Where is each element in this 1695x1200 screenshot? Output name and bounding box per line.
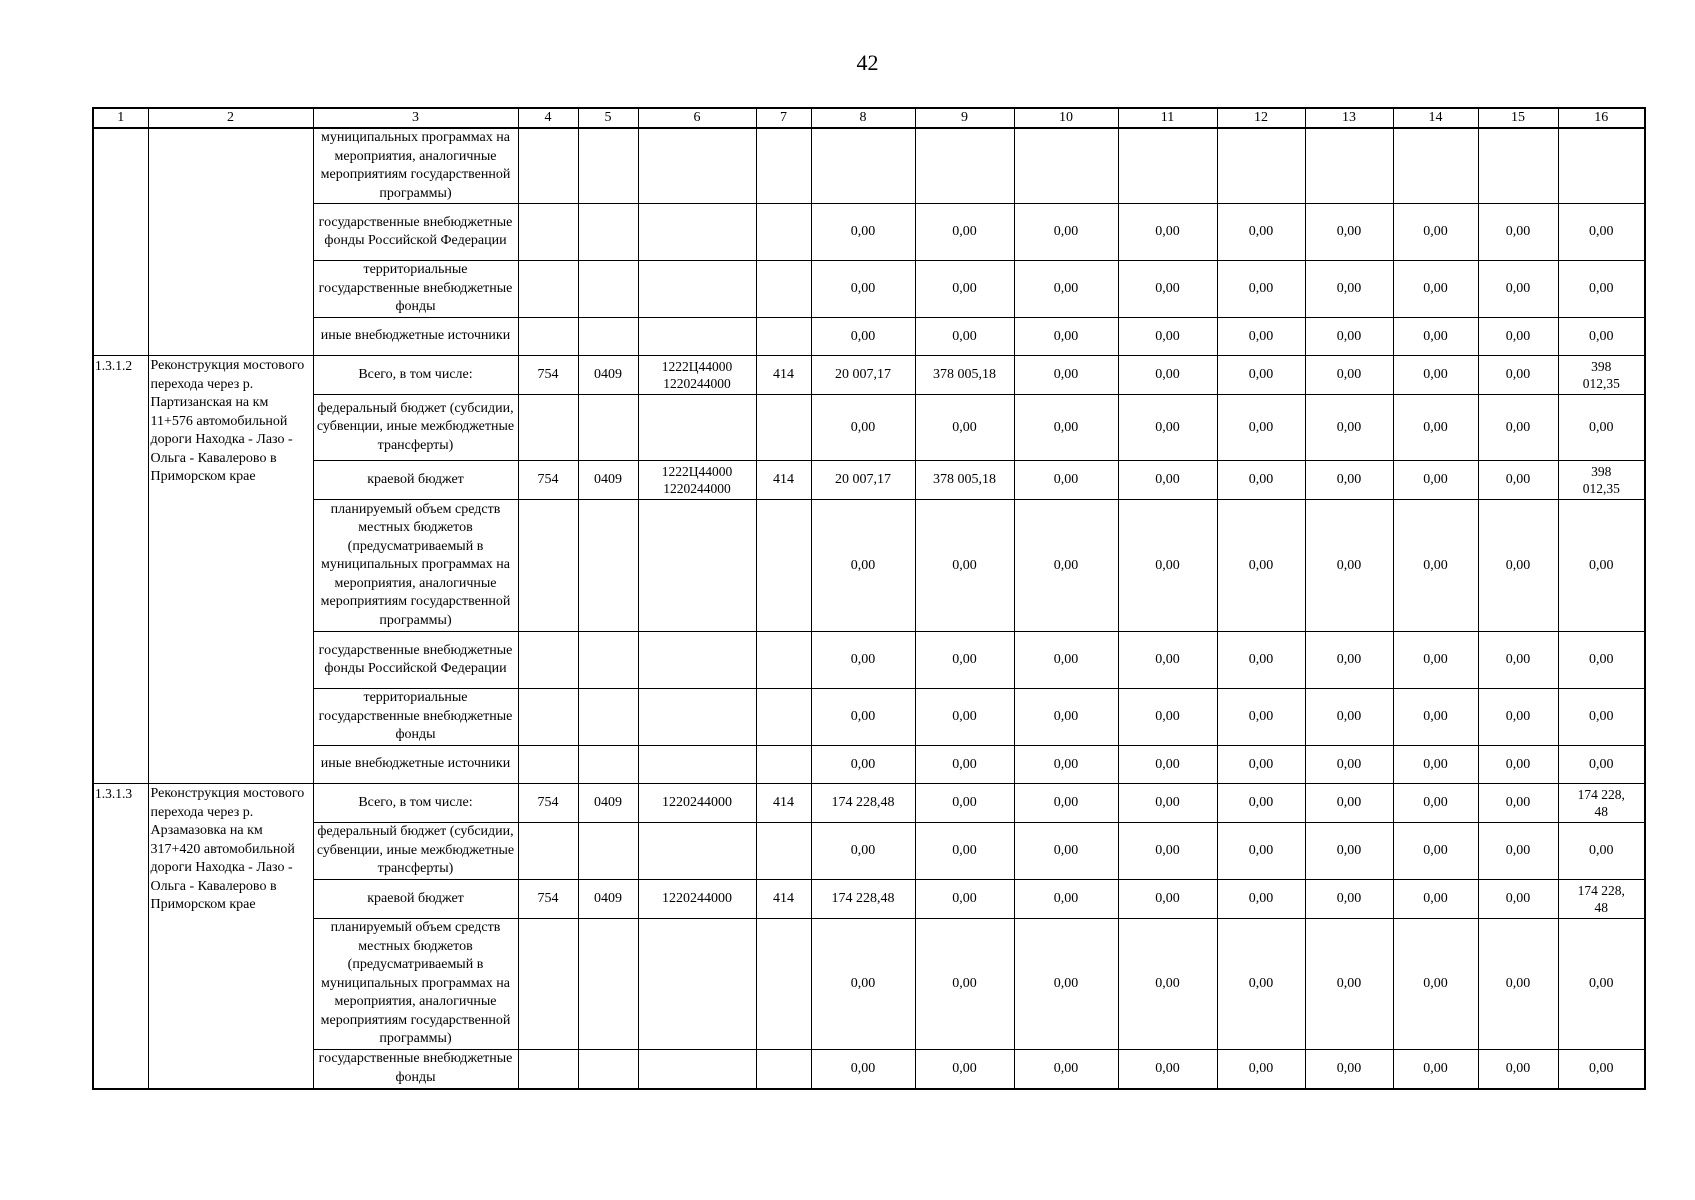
value-cell: 0,00 [915, 919, 1014, 1050]
table-row [93, 1050, 1645, 1089]
total-line: 012,35 [1582, 481, 1620, 496]
value-cell: 0,00 [1558, 632, 1645, 689]
cell-c6 [638, 356, 756, 395]
value-cell: 0,00 [1478, 632, 1558, 689]
value-cell: 0,00 [1558, 318, 1645, 356]
value-cell: 0,00 [915, 632, 1014, 689]
cell-c6 [638, 461, 756, 500]
value-cell: 0,00 [1305, 784, 1393, 823]
value-cell: 0,00 [1217, 204, 1305, 261]
total-line: 398 [1591, 464, 1612, 479]
cell-c7: 414 [756, 784, 811, 823]
total-line: 174 228, [1577, 883, 1625, 898]
value-cell: 0,00 [811, 500, 915, 632]
value-cell: 0,00 [1014, 689, 1118, 746]
value-cell: 0,00 [1217, 746, 1305, 784]
table-row [93, 689, 1645, 746]
value-cell: 0,00 [1118, 395, 1217, 461]
value-cell: 0,00 [1393, 318, 1478, 356]
item-name-cell [148, 128, 313, 356]
value-cell: 0,00 [1118, 1050, 1217, 1089]
item-code-cell [93, 128, 148, 356]
value-cell: 0,00 [811, 261, 915, 318]
value-cell: 0,00 [1014, 356, 1118, 395]
value-cell: 0,00 [1478, 1050, 1558, 1089]
value-cell: 0,00 [811, 1050, 915, 1089]
value-cell: 0,00 [1393, 395, 1478, 461]
value-cell: 0,00 [1478, 318, 1558, 356]
source-cell: иные внебюджетные источники [313, 746, 518, 784]
table-row [93, 500, 1645, 632]
header-cell: 10 [1014, 108, 1118, 128]
value-cell: 378 005,18 [915, 356, 1014, 395]
total-line: 48 [1594, 900, 1608, 915]
header-cell: 9 [915, 108, 1014, 128]
value-cell: 174 228,48 [811, 880, 915, 919]
cell-c7: 414 [756, 461, 811, 500]
value-cell [1118, 128, 1217, 204]
header-cell: 2 [148, 108, 313, 128]
source-cell: территориальные государственные внебюджетные фонды [313, 689, 518, 746]
value-cell: 0,00 [1305, 204, 1393, 261]
value-cell: 0,00 [1393, 204, 1478, 261]
cell-c5: 0409 [578, 461, 638, 500]
table-row [93, 128, 1645, 204]
value-cell: 0,00 [1118, 880, 1217, 919]
value-cell [1014, 128, 1118, 204]
value-cell: 0,00 [1118, 356, 1217, 395]
value-cell: 0,00 [1014, 318, 1118, 356]
value-cell: 0,00 [1558, 823, 1645, 880]
source-cell: государственные внебюджетные фонды Российской Федерации [313, 204, 518, 261]
item-name-cell: Реконструкция мостового перехода через р. Арзамазовка на км 317+420 автомобильной дороги Находка - Лазо - Ольга - Кавалерово в Приморском крае [148, 784, 313, 1089]
value-cell: 0,00 [1393, 500, 1478, 632]
cell-c6-line: 1222Ц44000 [661, 464, 733, 479]
cell-c5: 0409 [578, 784, 638, 823]
value-cell [1217, 128, 1305, 204]
budget-table [92, 107, 1646, 1090]
value-cell: 0,00 [915, 784, 1014, 823]
value-cell: 0,00 [1118, 689, 1217, 746]
header-cell: 12 [1217, 108, 1305, 128]
value-cell: 0,00 [1478, 395, 1558, 461]
value-cell: 0,00 [1305, 823, 1393, 880]
value-cell: 0,00 [915, 318, 1014, 356]
value-cell: 0,00 [1305, 395, 1393, 461]
table-row [93, 784, 1645, 823]
value-cell: 0,00 [915, 261, 1014, 318]
value-cell: 0,00 [811, 823, 915, 880]
value-cell: 0,00 [1118, 500, 1217, 632]
value-cell: 0,00 [1558, 689, 1645, 746]
value-cell: 0,00 [915, 395, 1014, 461]
value-cell: 0,00 [811, 204, 915, 261]
value-cell: 0,00 [915, 880, 1014, 919]
cell-c6-line: 1220244000 [663, 481, 731, 496]
value-cell: 0,00 [1393, 784, 1478, 823]
table-row [93, 395, 1645, 461]
value-cell: 0,00 [1558, 204, 1645, 261]
value-cell: 0,00 [1118, 784, 1217, 823]
value-cell: 0,00 [1118, 823, 1217, 880]
source-cell: территориальные государственные внебюджетные фонды [313, 261, 518, 318]
value-cell: 0,00 [1478, 356, 1558, 395]
value-cell: 0,00 [1393, 689, 1478, 746]
table-row [93, 261, 1645, 318]
total-line: 398 [1591, 359, 1612, 374]
header-cell: 3 [313, 108, 518, 128]
value-cell: 0,00 [1014, 632, 1118, 689]
value-cell: 0,00 [1217, 823, 1305, 880]
value-cell: 0,00 [1393, 919, 1478, 1050]
value-cell: 0,00 [1217, 880, 1305, 919]
source-cell: Всего, в том числе: [313, 356, 518, 395]
value-cell: 0,00 [811, 395, 915, 461]
source-cell: планируемый объем средств местных бюджетов (предусматриваемый в муниципальных программах на мероприятия, аналогичные мероприятиям государственной программы) [313, 919, 518, 1050]
table-row [93, 919, 1645, 1050]
header-cell: 15 [1478, 108, 1558, 128]
total-cell [1558, 880, 1645, 919]
value-cell: 0,00 [1118, 461, 1217, 500]
value-cell [1393, 128, 1478, 204]
item-code-cell: 1.3.1.2 [93, 356, 148, 784]
value-cell: 0,00 [1014, 823, 1118, 880]
header-cell: 11 [1118, 108, 1217, 128]
source-cell: иные внебюджетные источники [313, 318, 518, 356]
value-cell: 0,00 [1393, 632, 1478, 689]
value-cell: 0,00 [1118, 204, 1217, 261]
cell-c5: 0409 [578, 356, 638, 395]
header-row [93, 108, 1645, 128]
item-code-cell: 1.3.1.3 [93, 784, 148, 1089]
cell-c7: 414 [756, 880, 811, 919]
total-cell [1558, 461, 1645, 500]
value-cell: 0,00 [1217, 461, 1305, 500]
value-cell: 0,00 [1014, 880, 1118, 919]
value-cell: 0,00 [915, 1050, 1014, 1089]
value-cell: 0,00 [1014, 746, 1118, 784]
table-row [93, 823, 1645, 880]
value-cell: 0,00 [1305, 880, 1393, 919]
value-cell: 0,00 [1558, 1050, 1645, 1089]
value-cell: 0,00 [1393, 746, 1478, 784]
value-cell: 0,00 [1217, 689, 1305, 746]
value-cell: 0,00 [1393, 880, 1478, 919]
value-cell: 0,00 [1118, 919, 1217, 1050]
source-cell: федеральный бюджет (субсидии, субвенции, иные межбюджетные трансферты) [313, 395, 518, 461]
value-cell: 0,00 [1305, 356, 1393, 395]
value-cell: 0,00 [1393, 823, 1478, 880]
cell-c4: 754 [518, 356, 578, 395]
table-row [93, 318, 1645, 356]
value-cell: 0,00 [1014, 261, 1118, 318]
value-cell [1558, 128, 1645, 204]
table-row [93, 880, 1645, 919]
value-cell: 0,00 [1217, 500, 1305, 632]
value-cell: 0,00 [1014, 1050, 1118, 1089]
value-cell [811, 128, 915, 204]
value-cell: 0,00 [1478, 461, 1558, 500]
value-cell: 0,00 [1217, 1050, 1305, 1089]
total-cell [1558, 356, 1645, 395]
value-cell: 0,00 [1305, 632, 1393, 689]
page-number: 42 [856, 50, 879, 75]
header-cell: 1 [93, 108, 148, 128]
source-cell: краевой бюджет [313, 880, 518, 919]
value-cell: 20 007,17 [811, 356, 915, 395]
value-cell: 0,00 [1478, 204, 1558, 261]
value-cell: 174 228,48 [811, 784, 915, 823]
value-cell: 0,00 [1305, 318, 1393, 356]
source-cell: краевой бюджет [313, 461, 518, 500]
value-cell: 0,00 [1014, 204, 1118, 261]
cell-c7: 414 [756, 356, 811, 395]
value-cell: 0,00 [1217, 784, 1305, 823]
cell-c6-line: 1220244000 [663, 376, 731, 391]
value-cell: 0,00 [1305, 919, 1393, 1050]
total-line: 012,35 [1582, 376, 1620, 391]
total-cell [1558, 784, 1645, 823]
value-cell: 0,00 [811, 746, 915, 784]
total-line: 48 [1594, 804, 1608, 819]
value-cell: 0,00 [1217, 318, 1305, 356]
value-cell: 0,00 [1305, 461, 1393, 500]
total-line: 174 228, [1577, 787, 1625, 802]
header-cell: 4 [518, 108, 578, 128]
value-cell: 0,00 [1478, 823, 1558, 880]
table-row [93, 632, 1645, 689]
value-cell: 0,00 [1217, 395, 1305, 461]
value-cell: 0,00 [1217, 632, 1305, 689]
header-cell: 7 [756, 108, 811, 128]
header-cell: 5 [578, 108, 638, 128]
value-cell: 0,00 [1014, 784, 1118, 823]
value-cell: 0,00 [1305, 746, 1393, 784]
value-cell: 0,00 [915, 689, 1014, 746]
value-cell: 0,00 [1305, 261, 1393, 318]
value-cell: 0,00 [1305, 689, 1393, 746]
cell-c6: 1220244000 [638, 784, 756, 823]
value-cell: 0,00 [1478, 689, 1558, 746]
value-cell: 0,00 [811, 632, 915, 689]
value-cell: 0,00 [811, 919, 915, 1050]
value-cell: 0,00 [1305, 1050, 1393, 1089]
value-cell: 0,00 [915, 500, 1014, 632]
value-cell: 0,00 [1118, 318, 1217, 356]
item-name-cell: Реконструкция мостового перехода через р. Партизанская на км 11+576 автомобильной дороги Находка - Лазо - Ольга - Кавалерово в Приморском крае [148, 356, 313, 784]
value-cell: 0,00 [1393, 261, 1478, 318]
value-cell: 378 005,18 [915, 461, 1014, 500]
value-cell: 20 007,17 [811, 461, 915, 500]
header-cell: 8 [811, 108, 915, 128]
value-cell [1305, 128, 1393, 204]
value-cell: 0,00 [1014, 461, 1118, 500]
value-cell [1478, 128, 1558, 204]
cell-c4: 754 [518, 880, 578, 919]
source-cell: федеральный бюджет (субсидии, субвенции, иные межбюджетные трансферты) [313, 823, 518, 880]
value-cell: 0,00 [1393, 356, 1478, 395]
value-cell: 0,00 [811, 318, 915, 356]
value-cell: 0,00 [1393, 461, 1478, 500]
header-cell: 13 [1305, 108, 1393, 128]
table-row [93, 356, 1645, 395]
cell-c6: 1220244000 [638, 880, 756, 919]
value-cell: 0,00 [1478, 880, 1558, 919]
value-cell: 0,00 [1478, 784, 1558, 823]
source-cell: планируемый объем средств местных бюджетов (предусматриваемый в муниципальных программах на мероприятия, аналогичные мероприятиям государственной программы) [313, 500, 518, 632]
value-cell: 0,00 [1118, 746, 1217, 784]
value-cell: 0,00 [1014, 500, 1118, 632]
value-cell: 0,00 [1478, 261, 1558, 318]
value-cell: 0,00 [1558, 500, 1645, 632]
value-cell: 0,00 [1118, 632, 1217, 689]
source-cell: муниципальных программах на мероприятия, аналогичные мероприятиям государственной программы) [313, 128, 518, 204]
value-cell: 0,00 [1217, 919, 1305, 1050]
value-cell: 0,00 [1558, 261, 1645, 318]
value-cell: 0,00 [1478, 746, 1558, 784]
header-cell: 14 [1393, 108, 1478, 128]
value-cell: 0,00 [1558, 919, 1645, 1050]
value-cell: 0,00 [1558, 395, 1645, 461]
source-cell: Всего, в том числе: [313, 784, 518, 823]
cell-c6-line: 1222Ц44000 [661, 359, 733, 374]
value-cell: 0,00 [1217, 356, 1305, 395]
value-cell: 0,00 [1014, 919, 1118, 1050]
value-cell: 0,00 [1393, 1050, 1478, 1089]
value-cell: 0,00 [915, 823, 1014, 880]
source-cell: государственные внебюджетные фонды Российской Федерации [313, 632, 518, 689]
value-cell: 0,00 [915, 746, 1014, 784]
value-cell: 0,00 [1118, 261, 1217, 318]
value-cell: 0,00 [1478, 500, 1558, 632]
value-cell [915, 128, 1014, 204]
value-cell: 0,00 [1478, 919, 1558, 1050]
value-cell: 0,00 [1558, 746, 1645, 784]
value-cell: 0,00 [1014, 395, 1118, 461]
table-row [93, 461, 1645, 500]
table-row [93, 746, 1645, 784]
value-cell: 0,00 [1217, 261, 1305, 318]
table-row [93, 204, 1645, 261]
source-cell: государственные внебюджетные фонды [313, 1050, 518, 1089]
value-cell: 0,00 [1305, 500, 1393, 632]
header-cell: 16 [1558, 108, 1645, 128]
header-cell: 6 [638, 108, 756, 128]
cell-c5: 0409 [578, 880, 638, 919]
value-cell: 0,00 [915, 204, 1014, 261]
cell-c4: 754 [518, 461, 578, 500]
value-cell: 0,00 [811, 689, 915, 746]
cell-c4: 754 [518, 784, 578, 823]
